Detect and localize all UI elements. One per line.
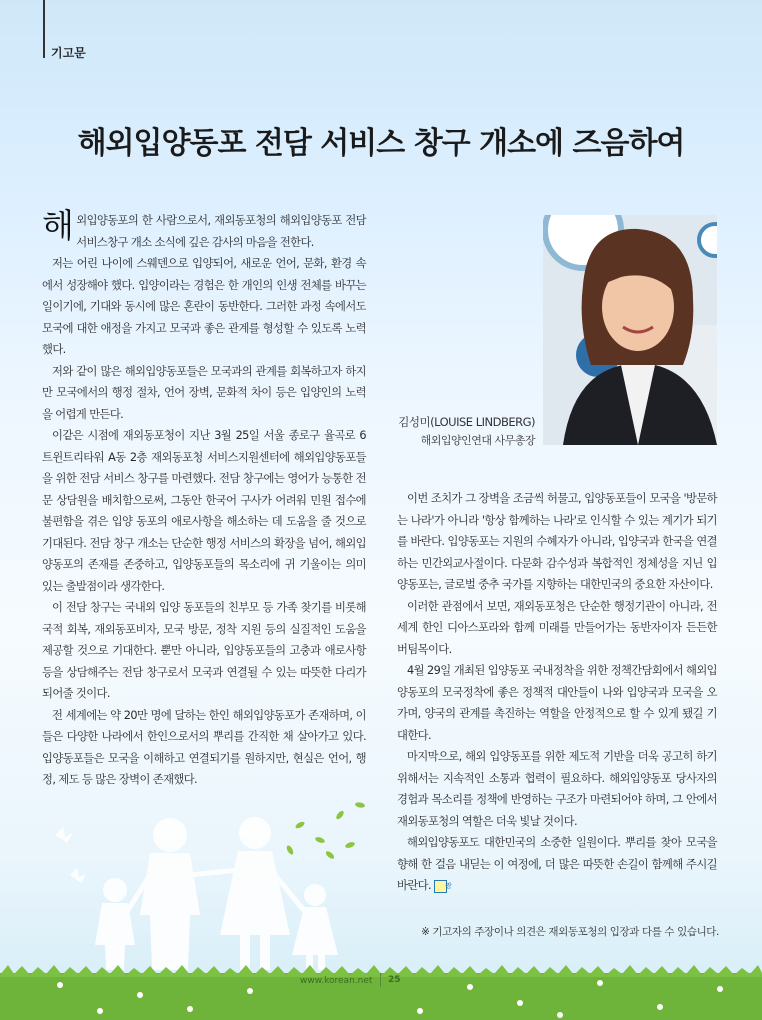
paragraph-lead xyxy=(42,206,366,253)
section-label: 기고문 xyxy=(51,46,86,60)
paragraph: 이러한 관점에서 보면, 재외동포청은 단순한 행정기관이 아니라, 전 세계 한인 디아스포라와 함께 미래를 만들어가는 동반자이자 든든한 버팀목이다. xyxy=(397,599,717,656)
author-photo xyxy=(543,215,717,445)
article-title: 해외입양동포 전담 서비스 창구 개소에 즈음하여 xyxy=(77,126,685,161)
dropcap: 해 xyxy=(42,206,74,245)
paragraph: 전 세계에는 약 20만 명에 달하는 한인 해외입양동포가 존재하며, 이들은 다양한 나라에서 한인으로서의 뿌리를 간직한 채 살아가고 있다. 입양동포들은 모국을 이해하고 연결되기를 원하지만, 현실은 언어, 행정, 제도 등 많은 장벽이 존재했다. xyxy=(42,708,366,786)
photo-caption-title: 해외입양인연대 사무총장 xyxy=(420,434,535,447)
paragraph: 저는 어린 나이에 스웨덴으로 입양되어, 새로운 언어, 문화, 환경 속에서 성장해야 했다. 입양이라는 경험은 한 개인의 인생 전체를 바꾸는 일이기에, 기대와 동시에 많은 혼란이 동반한다. 그러한 과정 속에서도 모국에 대한 애정을 가지고 모국과 좋은 관계를 형성할 수 있도록 노력했다. xyxy=(42,257,366,356)
section-rule xyxy=(43,0,45,58)
family-silhouette-illustration xyxy=(40,795,380,970)
left-column xyxy=(42,206,366,791)
paragraph: 이같은 시점에 재외동포청이 지난 3월 25일 서울 종로구 율곡로 6 트윈트리타워 A동 2층 재외동포청 서비스지원센터에 해외입양동포들을 위한 전담 서비스 창구를 마련했다. 전담 창구에는 영어가 능통한 전문 상담원을 배치함으로써, 그동안 한국어 구사가 어려워 민원 접수에 불편함을 겪은 입양 동포의 애로사항을 해소하는 데 도움을 줄 것으로 기대된다. 전담 창구 개소는 단순한 행정 서비스의 확장을 넘어, 해외입양동포의 존재를 존중하고, 입양동포들의 목소리에 귀 기울이는 의미 있는 출발점이라 생각한다. xyxy=(42,429,366,593)
paragraph-final xyxy=(397,832,717,897)
grass-footer xyxy=(0,965,762,1020)
paragraph: 저와 같이 많은 해외입양동포들은 모국과의 관계를 회복하고자 하지만 모국에서의 행정 절차, 언어 장벽, 문화적 차이 등은 입양인의 노력을 어렵게 만든다. xyxy=(42,364,366,421)
paragraph: 4월 29일 개최된 입양동포 국내정착을 위한 정책간담회에서 해외입양동포의 모국정착에 좋은 정책적 대안들이 나와 입양국과 모국을 오가며, 양국의 관계를 촉진하는 역할을 안정적으로 할 수 있게 됐길 기대한다. xyxy=(397,664,717,742)
paragraph-lead-text: 외입양동포의 한 사람으로서, 재외동포청의 해외입양동포 전담 서비스창구 개소 소식에 깊은 감사의 마음을 전한다. xyxy=(76,214,366,249)
end-mark-icon: 짱 xyxy=(434,880,447,893)
photo-caption-name: 김성미(LOUISE LINDBERG) xyxy=(398,415,535,429)
disclaimer-note: ※ 기고자의 주장이나 의견은 재외동포청의 입장과 다를 수 있습니다. xyxy=(421,926,719,938)
footer-divider xyxy=(380,973,381,987)
paragraph: 마지막으로, 해외 입양동포를 위한 제도적 기반을 더욱 공고히 하기 위해서는 지속적인 소통과 협력이 필요하다. 해외입양동포 당사자의 경험과 목소리를 정책에 반영하는 구조가 마련되어야 하며, 그 안에서 재외동포청의 역할은 더욱 빛날 것이다. xyxy=(397,750,717,828)
paragraph-final-text: 해외입양동포도 대한민국의 소중한 일원이다. 뿌리를 찾아 모국을 향해 한 걸음 내딛는 이 여정에, 더 많은 따뜻한 손길이 함께해 주시길 바란다. xyxy=(397,836,717,892)
footer-url: www.korean.net xyxy=(300,976,373,986)
paragraph: 이번 조치가 그 장벽을 조금씩 허물고, 입양동포들이 모국을 '방문하는 나라'가 아니라 '항상 함께하는 나라'로 인식할 수 있는 계기가 되기를 바란다. 입양동포는 지원의 수혜자가 아니라, 입양국과 한국을 연결하는 민간외교사절이다. 다문화 감수성과 복합적인 정체성을 지닌 입양동포는, 글로벌 중추 국가를 지향하는 대한민국의 중요한 자산이다. xyxy=(397,492,717,591)
page-number: 25 xyxy=(388,975,401,985)
paragraph: 이 전담 창구는 국내외 입양 동포들의 친부모 등 가족 찾기를 비롯해 국적 회복, 재외동포비자, 모국 방문, 정착 지원 등의 실질적인 도움을 제공할 것으로 기대한다. 뿐만 아니라, 입양동포들의 고충과 애로사항 등을 상담해주는 전담 창구로서 모국과 연결될 수 있는 따뜻한 다리가 되어줄 것이다. xyxy=(42,601,366,700)
right-column xyxy=(397,488,717,897)
